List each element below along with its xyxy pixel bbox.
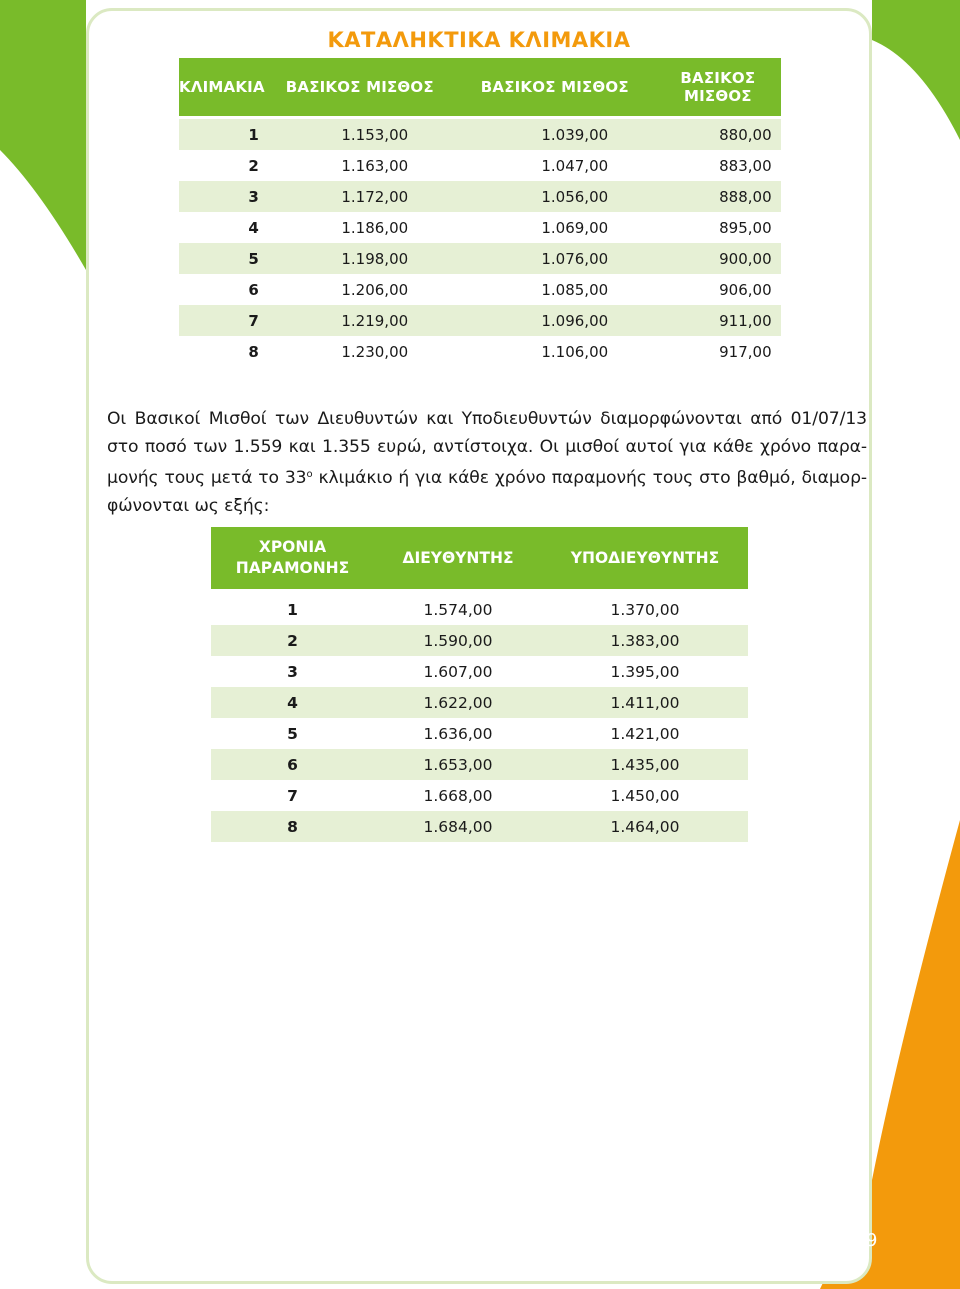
- column-header-text: ΧΡΟΝΙΑ ΠΑΡΑΜΟΝΗΣ: [235, 538, 350, 577]
- green-top-right-shape: [872, 0, 960, 140]
- value-cell: 895,00: [719, 218, 772, 237]
- value-cell: 1.096,00: [455, 305, 655, 336]
- table-row: [211, 780, 748, 811]
- paragraph-text: Οι Βασικοί Μισθοί των Διευθυντών και Υποδιευθυντών διαμορφώνονται από 01/07/13 στο ποσό των 1.559 και 1.355 ευρώ, αντίστοιχα. Οι μισθοί αυτοί για κάθε χρόνο παρα-μονής τους μετά το 33: [107, 409, 867, 488]
- table-row: [211, 625, 748, 656]
- table-row: [211, 656, 748, 687]
- year-cell: 3: [287, 662, 298, 681]
- value-cell: 1.435,00: [542, 749, 748, 780]
- value-cell: 1.172,00: [265, 181, 455, 212]
- value-cell: 1.590,00: [374, 625, 542, 656]
- seniority-table: [211, 527, 748, 842]
- value-cell: 1.163,00: [341, 156, 409, 175]
- table-row: [179, 119, 781, 150]
- step-cell: 5: [179, 243, 265, 274]
- value-cell: 880,00: [655, 119, 781, 150]
- value-cell: 1.684,00: [374, 811, 542, 842]
- value-cell: 1.383,00: [542, 625, 748, 656]
- value-cell: 1.047,00: [541, 156, 609, 175]
- year-cell: 1: [287, 600, 298, 619]
- column-header: [211, 527, 374, 589]
- value-cell: 1.395,00: [610, 662, 680, 681]
- step-cell: 6: [248, 280, 259, 299]
- table-row: [179, 243, 781, 274]
- value-cell: 1.450,00: [610, 786, 680, 805]
- value-cell: 1.085,00: [541, 280, 609, 299]
- salary-steps-table: [179, 58, 781, 367]
- value-cell: 911,00: [655, 305, 781, 336]
- value-cell: 1.636,00: [423, 724, 493, 743]
- step-cell: 8: [248, 342, 259, 361]
- value-cell: 1.622,00: [374, 687, 542, 718]
- value-cell: 1.206,00: [341, 280, 409, 299]
- value-cell: 1.464,00: [542, 811, 748, 842]
- year-cell: 6: [211, 749, 374, 780]
- table-row: [211, 718, 748, 749]
- year-cell: 2: [211, 625, 374, 656]
- step-cell: 3: [179, 181, 265, 212]
- table-row: [179, 181, 781, 212]
- table-row: [179, 336, 781, 367]
- step-cell: 1: [179, 119, 265, 150]
- column-header: ΒΑΣΙΚΟΣ ΜΙΣΘΟΣ: [655, 58, 781, 116]
- table-row: [211, 687, 748, 718]
- value-cell: 883,00: [719, 156, 772, 175]
- step-cell: 7: [179, 305, 265, 336]
- step-cell: 2: [248, 156, 259, 175]
- value-cell: 888,00: [655, 181, 781, 212]
- paragraph-text: κλιμάκιο ή για κάθε χρόνο παραμονής τους στο βαθμό, διαμορ-φώνονται ως εξής:: [107, 468, 867, 516]
- value-cell: 1.056,00: [455, 181, 655, 212]
- step-cell: 4: [248, 218, 259, 237]
- column-header: ΥΠΟΔΙΕΥΘΥΝΤΗΣ: [542, 527, 748, 589]
- page-number: 9: [866, 1230, 878, 1251]
- value-cell: 1.198,00: [265, 243, 455, 274]
- table-row: [179, 305, 781, 336]
- table-row: [179, 212, 781, 243]
- value-cell: 1.153,00: [265, 119, 455, 150]
- value-cell: 1.106,00: [541, 342, 609, 361]
- table-row: [179, 150, 781, 181]
- column-header: ΔΙΕΥΘΥΝΤΗΣ: [374, 527, 542, 589]
- value-cell: 1.076,00: [455, 243, 655, 274]
- body-paragraph: [107, 405, 867, 520]
- column-header: ΒΑΣΙΚΟΣ ΜΙΣΘΟΣ: [455, 58, 655, 116]
- value-cell: 1.069,00: [541, 218, 609, 237]
- table-row: [179, 274, 781, 305]
- ordinal-superscript: ο: [306, 469, 313, 480]
- table-header-row: [179, 58, 781, 116]
- year-cell: 8: [211, 811, 374, 842]
- year-cell: 5: [287, 724, 298, 743]
- value-cell: 1.411,00: [542, 687, 748, 718]
- value-cell: 1.219,00: [265, 305, 455, 336]
- value-cell: 1.421,00: [610, 724, 680, 743]
- value-cell: 1.370,00: [610, 600, 680, 619]
- value-cell: 1.607,00: [423, 662, 493, 681]
- value-cell: 900,00: [655, 243, 781, 274]
- year-cell: 7: [287, 786, 298, 805]
- value-cell: 1.653,00: [374, 749, 542, 780]
- value-cell: 1.039,00: [455, 119, 655, 150]
- table-row: [211, 811, 748, 842]
- year-cell: 4: [211, 687, 374, 718]
- column-header: ΚΛΙΜΑΚΙΑ: [179, 58, 265, 116]
- value-cell: 1.186,00: [341, 218, 409, 237]
- table-header-row: [211, 527, 748, 589]
- page-title: ΚΑΤΑΛΗΚΤΙΚΑ ΚΛΙΜΑΚΙΑ: [327, 28, 631, 52]
- column-header: ΒΑΣΙΚΟΣ ΜΙΣΘΟΣ: [265, 58, 455, 116]
- table-row: [211, 749, 748, 780]
- value-cell: 1.230,00: [341, 342, 409, 361]
- value-cell: 917,00: [719, 342, 772, 361]
- green-top-left-shape: [0, 0, 86, 270]
- value-cell: 906,00: [719, 280, 772, 299]
- value-cell: 1.668,00: [423, 786, 493, 805]
- table-row: [211, 594, 748, 625]
- value-cell: 1.574,00: [423, 600, 493, 619]
